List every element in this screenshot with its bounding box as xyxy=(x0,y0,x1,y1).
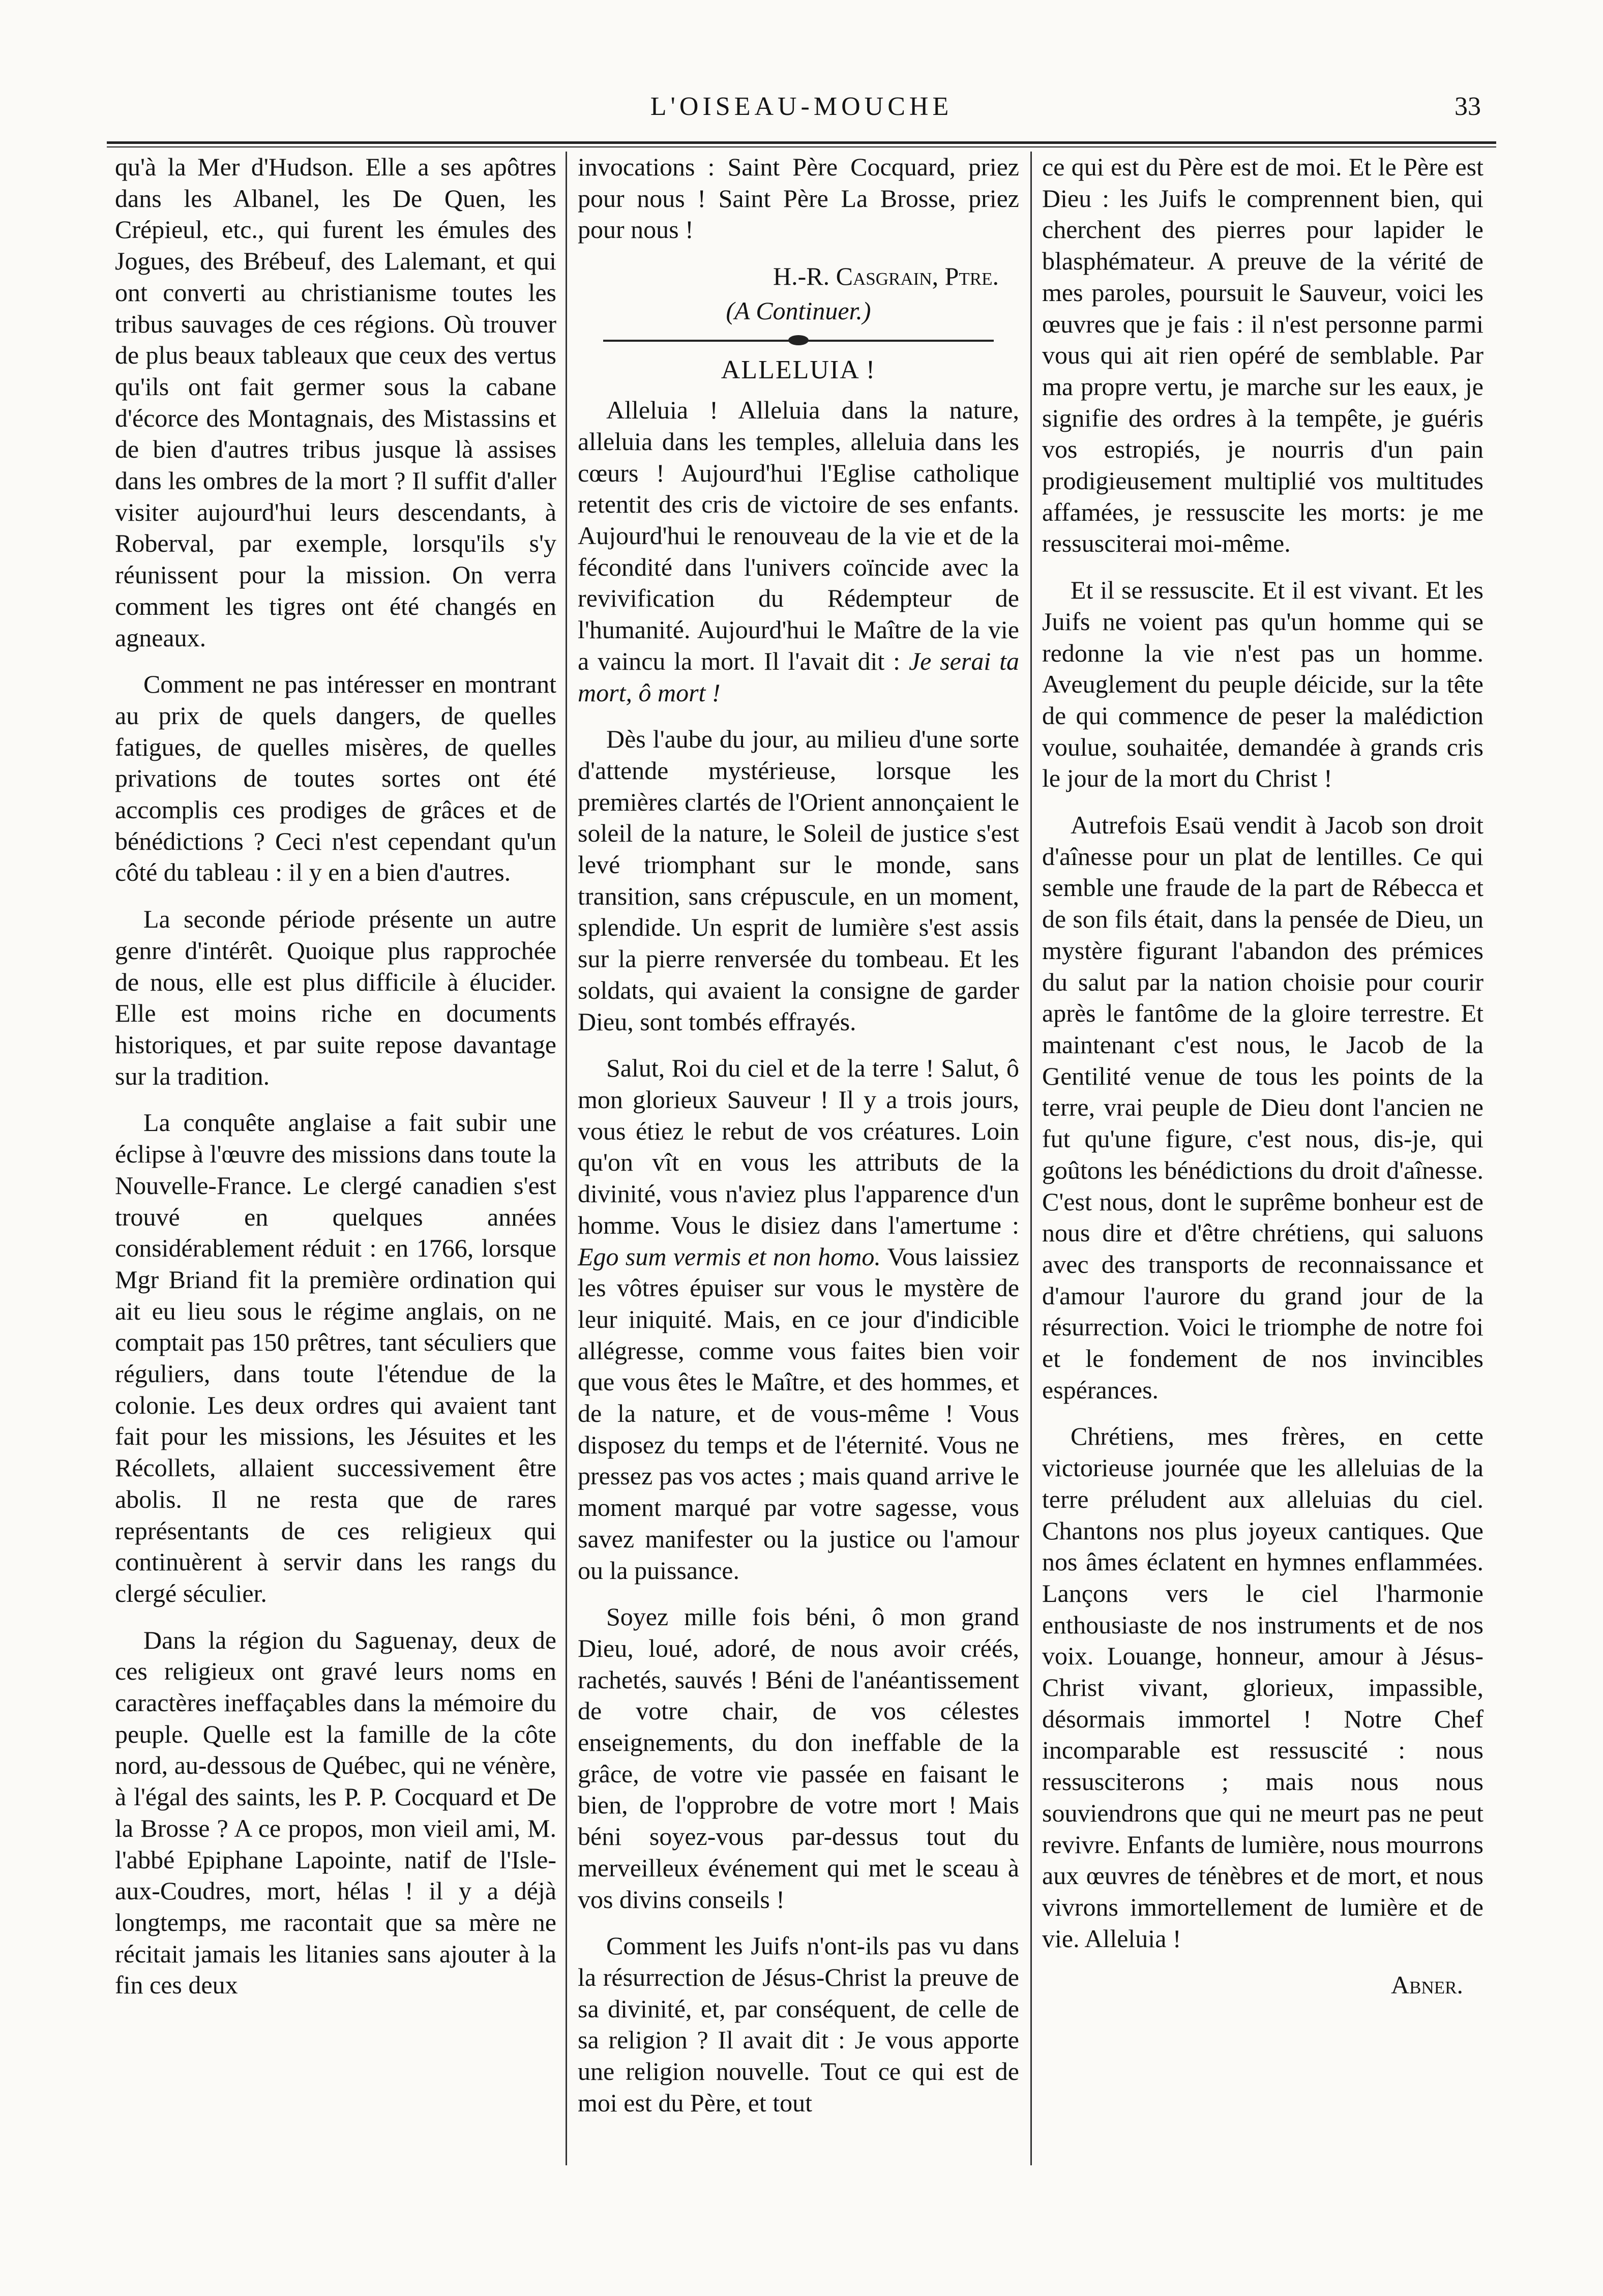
paragraph-text: Alleluia ! Alleluia dans la nature, alleluia dans les temples, alleluia dans les cœurs ! Aujourd'hui l'Eglise catholique retentit des cris de victoire de ses enfants. Aujourd'hui le renouveau de la vie et de la fécondité dans l'univers coïncide avec la revivification du Rédempteur de l'humanité. Aujourd'hui le Maître de la vie a vaincu la mort. Il l'avait dit : xyxy=(578,396,1019,675)
article-signature: Abner. xyxy=(1391,1971,1463,2000)
latin-quote: Ego sum vermis et non homo. xyxy=(578,1242,881,1271)
paragraph: Dès l'aube du jour, au milieu d'une sorte d'attende mystérieuse, lorsque les premières clartés de l'Orient annonçaient le soleil de la nature, le Soleil de justice s'est levé triomphant sur le monde, sans transition, sans crépuscule, en un moment, splendide. Un esprit de lumière s'est assis sur la pierre renversée du tombeau. Et les soldats, qui avaient la consigne de garder Dieu, sont tombés effrayés. xyxy=(578,725,1019,1036)
page-number: 33 xyxy=(1454,92,1481,121)
running-title: L'OISEAU-MOUCHE xyxy=(650,92,953,121)
section-title: ALLELUIA ! xyxy=(721,355,876,384)
quote: Je serai ta mort, ô mort ! xyxy=(578,646,1020,707)
article-author: H.-R. Casgrain, Ptre. xyxy=(773,262,999,291)
paragraph: Comment les Juifs n'ont-ils pas vu dans la résurrection de Jésus-Christ la preuve de sa divinité, et, par conséquent, de celle de sa religion ? Il avait dit : Je vous apporte une religion nouvelle. Tout ce qui est de moi est du Père, et tout xyxy=(578,1931,1019,2117)
paragraph: qu'à la Mer d'Hudson. Elle a ses apôtres dans les Albanel, les De Quen, les Crépieul, etc., qui furent les émules des Jogues, des Brébeuf, des Lalemant, et qui ont converti au christianisme toutes les tribus sauvages de ces régions. Où trouver de plus beaux tableaux que ceux des vertus qu'ils ont fait germer sous la cabane d'écorce des Montagnais, des Mistassins et de bien d'autres tribus jusque là assises dans les ombres de la mort ? Il suffit d'aller visiter aujourd'hui leurs descendants, à Roberval, par exemple, lorsqu'ils s'y réunissent pour la mission. On verra comment les tigres ont été changés en agneaux. xyxy=(115,153,556,652)
paragraph: Chrétiens, mes frères, en cette victorieuse journée que les alleluias de la terre préludent aux alleluias du ciel. Chantons nos plus joyeux cantiques. Que nos âmes éclatent en hymnes enflammées. Lançons vers le ciel l'harmonie enthousiaste de nos instruments et de nos voix. Louange, honneur, amour à Jésus-Christ vivant, glorieux, impassible, désormais immortel ! Notre Chef incomparable est ressuscité : nous ressusciterons ; mais nous nous souviendrons que qui ne meurt pas ne peut revivre. Enfants de lumière, nous mourrons aux œuvres de ténèbres et de mort, et nous vivrons immortellement de lumière et de vie. Alleluia ! xyxy=(1042,1422,1483,1953)
paragraph-text: Vous laissiez les vôtres épuiser sur vous le mystère de leur iniquité. Mais, en ce jour d'indicible allégresse, comme vous faites bien voir que vous êtes le Maître, et des hommes, et de la nature, et de vous-même ! Vous disposez du temps et de l'éternité. Vous ne pressez pas vos actes ; mais quand arrive le moment marqué par votre sagesse, vous savez manifester ou la justice ou l'amour ou la puissance. xyxy=(578,1242,1019,1585)
paragraph: La seconde période présente un autre genre d'intérêt. Quoique plus rapprochée de nous, elle est plus difficile à élucider. Elle est moins riche en documents historiques, et par suite repose davantage sur la tradition. xyxy=(115,905,556,1090)
to-be-continued: (A Continuer.) xyxy=(726,296,871,325)
section-ornament xyxy=(603,335,994,346)
page-header xyxy=(107,92,1496,134)
paragraph xyxy=(578,1053,1019,1586)
column-right xyxy=(1042,152,1483,2001)
paragraph xyxy=(578,395,1019,708)
header-rule xyxy=(107,141,1496,147)
paragraph: Et il se ressuscite. Et il est vivant. Et les Juifs ne voient pas qu'un homme qui se redonne la vie n'est pas un homme. Aveuglement du peuple déicide, sur la tête de qui commence de peser la malédiction voulue, souhaitée, demandée à grands cris le jour de la mort du Christ ! xyxy=(1042,576,1483,793)
paragraph: Dans la région du Saguenay, deux de ces religieux ont gravé leurs noms en caractères ineffaçables dans la mémoire du peuple. Quelle est la famille de la côte nord, au-dessous de Québec, qui ne vénère, à l'égal des saints, les P. P. Cocquard et De la Brosse ? A ce propos, mon vieil ami, M. l'abbé Epiphane Lapointe, natif de l'Isle-aux-Coudres, mort, hélas ! il y a déjà longtemps, me racontait que sa mère ne récitait jamais les litanies sans ajouter à la fin ces deux xyxy=(115,1625,556,2000)
paragraph-text: Salut, Roi du ciel et de la terre ! Salut, ô mon glorieux Sauveur ! Il y a trois jours, vous étiez le rebut de vos créatures. Loin qu'on vît en vous les attributs de la divinité, vous n'aviez plus l'apparence d'un homme. Vous le disiez dans l'amertume : xyxy=(578,1054,1019,1239)
paragraph: Soyez mille fois béni, ô mon grand Dieu, loué, adoré, de nous avoir créés, rachetés, sauvés ! Béni de l'anéantissement de votre chair, de vos célestes enseignements, du don ineffable de la grâce, de votre vie passée en faisant le bien, de l'opprobre de votre mort ! Mais béni soyez-vous par-dessus tout du merveilleux événement qui met le sceau à vos divins conseils ! xyxy=(578,1602,1019,1914)
paragraph: Autrefois Esaü vendit à Jacob son droit d'aînesse pour un plat de lentilles. Ce qui semble une fraude de la part de Rébecca et de son fils était, dans la pensée de Dieu, un mystère figurant l'abandon des prémices du salut par la nation choisie pour courir après le fantôme de la gloire terrestre. Et maintenant c'est nous, le Jacob de la Gentilité venue de tous les points de la terre, vrai peuple de Dieu dont l'ancien ne fut qu'une figure, c'est nous, dis-je, qui goûtons les bénédictions du droit d'aînesse. C'est nous, dont le suprême bonheur est de nous dire et d'être chrétiens, qui saluons avec des transports de reconnaissance et d'amour l'aurore du grand jour de la résurrection. Voici le triomphe de notre foi et le fondement de nos invincibles espérances. xyxy=(1042,811,1483,1404)
column-middle xyxy=(578,152,1019,2134)
column-divider-1 xyxy=(566,152,567,2165)
paragraph: Comment ne pas intéresser en montrant au prix de quels dangers, de quelles fatigues, de quelles misères, de quelles privations de toutes sortes ont été accomplis ces prodiges de grâces et de bénédictions ? Ceci n'est cependant qu'un côté du tableau : il y en a bien d'autres. xyxy=(115,670,556,887)
paragraph: invocations : Saint Père Cocquard, priez pour nous ! Saint Père La Brosse, priez pour nous ! xyxy=(578,153,1019,244)
paragraph: La conquête anglaise a fait subir une éclipse à l'œuvre des missions dans toute la Nouvelle-France. Le clergé canadien s'est trouvé en quelques années considérablement réduit : en 1766, lorsque Mgr Briand fit la première ordination qui ait eu lieu sous le régime anglais, on ne comptait pas 150 prêtres, tant séculiers que réguliers, dans toute l'étendue de la colonie. Les deux ordres qui avaient tant fait pour les missions, les Jésuites et les Récollets, allaient successivement être abolis. Il ne resta que de rares représentants de ces religieux qui continuèrent à servir dans les rangs du clergé séculier. xyxy=(115,1108,556,1607)
column-left xyxy=(115,152,556,2016)
column-divider-2 xyxy=(1030,152,1032,2165)
paragraph: ce qui est du Père est de moi. Et le Père est Dieu : les Juifs le comprennent bien, qui cherchent des pierres pour lapider le blasphémateur. A preuve de la vérité de mes paroles, poursuit le Sauveur, voici les œuvres que je fais : il n'est personne parmi vous qui ait rien opéré de semblable. Par ma propre vertu, je marche sur les eaux, je signifie des ordres à la tempête, je guéris vos estropiés, je nourris d'un pain prodigieusement multiplié vos multitudes affamées, je ressuscite les morts: je me ressusciterai moi-même. xyxy=(1042,153,1483,558)
